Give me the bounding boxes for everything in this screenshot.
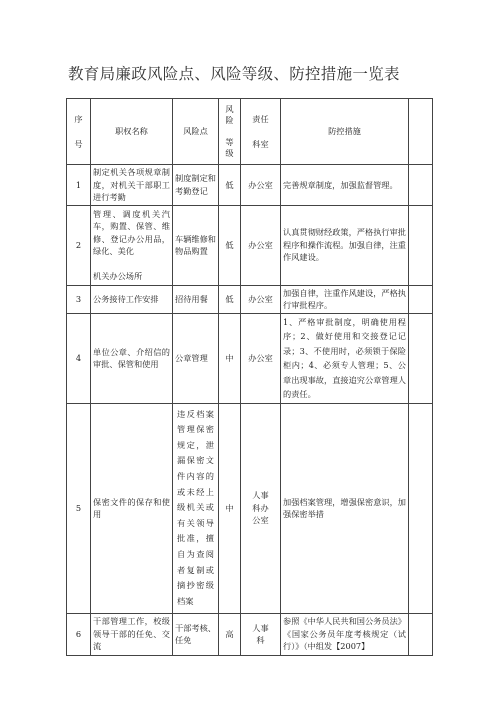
row-extra <box>409 165 433 206</box>
table-header-row <box>67 99 433 165</box>
row-measures: 加强自律，注重作风建设，严格执行审批程序。 <box>281 285 409 313</box>
row-dept: 办公室 <box>241 313 281 403</box>
row-measures: 认真贯彻财经政策，严格执行审批程序和操作流程。加强自律，注重作风建设。 <box>281 205 409 285</box>
row-risk-point: 公章管理 <box>173 313 219 403</box>
row-measures: 1、严格审批制度，明确使用程序；2、做好使用和交接登记记录；3、不使用时，必须锁于保险柜内；4、必须专人管理；5、公章出现事故，直接追究公章管理人的责任。 <box>281 313 409 403</box>
row-measures: 完善规章制度，加强监督管理。 <box>281 165 409 206</box>
row-extra <box>409 285 433 313</box>
row-duty: 单位公章、介绍信的审批、保管和使用 <box>91 313 173 403</box>
row-risk-point: 车辆维修和物品购置 <box>173 205 219 285</box>
row-no: 6 <box>67 613 91 655</box>
row-duty: 公务接待工作安排 <box>91 285 173 313</box>
header-risk-level: 风 险 等 级 <box>219 99 241 165</box>
row-risk-point: 招待用餐 <box>173 285 219 313</box>
row-no: 1 <box>67 165 91 206</box>
row-risk-point: 违反档案管理保密规定，泄漏保密文件内容的或未经上级机关或有关领导批准，擅自为查阅者复制或摘抄密级档案 <box>173 403 219 613</box>
risk-table <box>66 98 433 656</box>
row-risk-point: 制度制定和考勤登记 <box>173 165 219 206</box>
row-duty: 管理、调度机关汽车，购置、保管、维修、登记办公用品，绿化、美化 机关办公场所 <box>91 205 173 285</box>
table-row <box>67 313 433 403</box>
table-row <box>67 165 433 206</box>
table-row <box>67 403 433 613</box>
header-extra <box>409 99 433 165</box>
table-row <box>67 285 433 313</box>
header-seq: 序 号 <box>67 99 91 165</box>
row-level: 高 <box>219 613 241 655</box>
row-no: 4 <box>67 313 91 403</box>
header-duty: 职权名称 <box>91 99 173 165</box>
header-dept: 责任 科室 <box>241 99 281 165</box>
row-dept: 办公室 <box>241 205 281 285</box>
row-duty: 制定机关各项规章制度，对机关干部职工进行考勤 <box>91 165 173 206</box>
row-duty: 保密文件的保存和使用 <box>91 403 173 613</box>
table-row <box>67 613 433 655</box>
row-dept: 办公室 <box>241 165 281 206</box>
row-measures: 加强档案管理，增强保密意识，加强保密举措 <box>281 403 409 613</box>
row-no: 5 <box>67 403 91 613</box>
table-row <box>67 205 433 285</box>
row-no: 3 <box>67 285 91 313</box>
row-extra <box>409 613 433 655</box>
row-dept: 人事科 <box>241 613 281 655</box>
row-measures: 参照《中华人民共和国公务员法》《国家公务员年度考核规定（试行）》（中组发【2007】 <box>281 613 409 655</box>
row-extra <box>409 313 433 403</box>
row-dept: 办公室 <box>241 285 281 313</box>
row-level: 中 <box>219 403 241 613</box>
row-no: 2 <box>67 205 91 285</box>
row-risk-point: 干部考核、任免 <box>173 613 219 655</box>
header-measures: 防控措施 <box>281 99 409 165</box>
row-level: 中 <box>219 313 241 403</box>
row-extra <box>409 403 433 613</box>
header-risk-point: 风险点 <box>173 99 219 165</box>
row-level: 低 <box>219 165 241 206</box>
page-title: 教育局廉政风险点、风险等级、防控措施一览表 <box>68 65 400 83</box>
row-extra <box>409 205 433 285</box>
row-level: 低 <box>219 205 241 285</box>
row-duty: 干部管理工作，校级领导干部的任免、交流 <box>91 613 173 655</box>
row-level: 低 <box>219 285 241 313</box>
row-dept: 人事科办公室 <box>241 403 281 613</box>
